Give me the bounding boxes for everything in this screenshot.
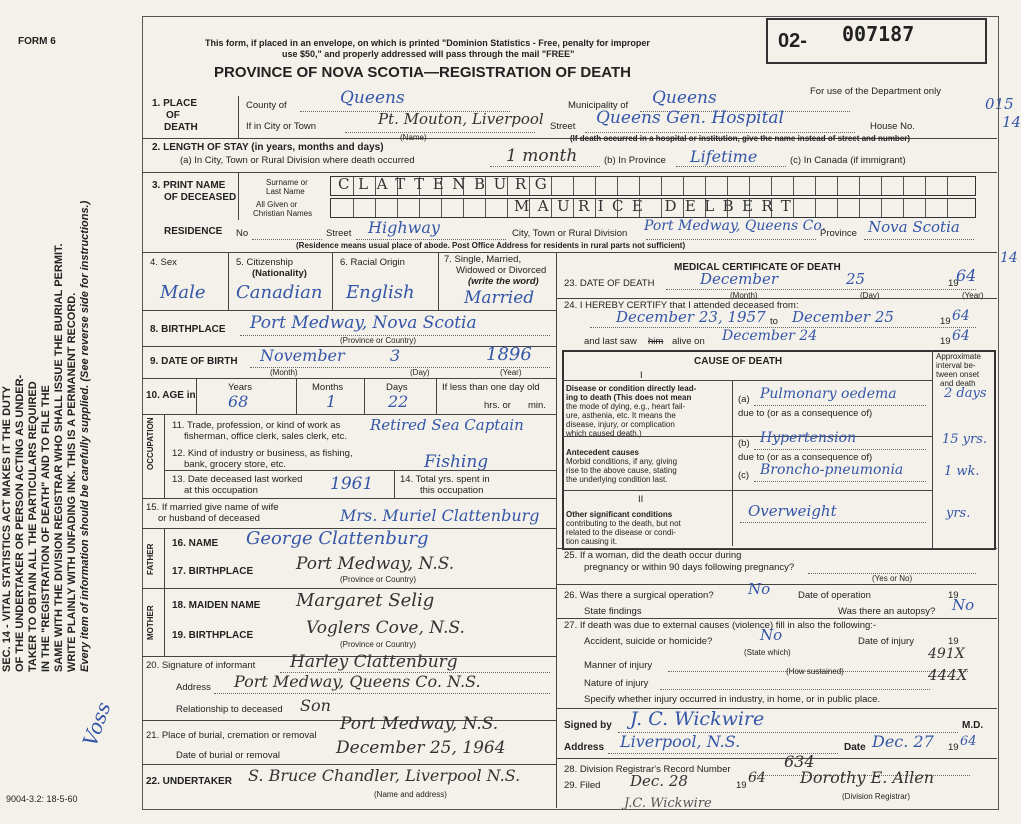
stay-c-label: (c) In Canada (if immigrant)	[790, 155, 906, 166]
residence-city: Port Medway, Queens Co.	[644, 218, 826, 234]
mother-side-label: MOTHER	[146, 605, 155, 640]
given-label: All Given or	[256, 200, 298, 209]
undertaker-value: S. Bruce Chandler, Liverpool N.S.	[248, 766, 521, 785]
divider	[164, 528, 165, 588]
margin-code-1: 015	[985, 95, 1014, 113]
county-value: Queens	[340, 88, 405, 108]
q14-label-1: 14. Total yrs. spent in	[400, 474, 490, 485]
cause-b-label: (b)	[738, 438, 750, 449]
age-years-label: Years	[228, 382, 252, 393]
spouse-value: Mrs. Muriel Clattenburg	[340, 506, 540, 525]
given-label-2: Christian Names	[253, 209, 313, 218]
side-text-3: TAKER TO OBTAIN ALL THE PARTICULARS REQUIRED	[27, 381, 39, 672]
side-text-7: Every item of information should be carefully supplied. (See reverse side for instructions.)	[79, 200, 91, 672]
side-instructions	[1, 112, 101, 672]
autopsy-value: No	[952, 596, 975, 614]
divider	[164, 414, 165, 498]
municipality-value: Queens	[652, 88, 717, 108]
surname-label-2: Last Name	[266, 187, 305, 196]
divider	[438, 252, 439, 310]
state-caption: (State which)	[744, 648, 791, 657]
surname-value: CLATTENBURG	[338, 175, 556, 193]
stay-a-value: 1 month	[506, 146, 578, 166]
divider	[238, 96, 239, 138]
surgery-label: 26. Was there a surgical operation?	[564, 590, 714, 601]
disease-1: Disease or condition directly lead-	[566, 384, 697, 393]
cause-a: Pulmonary oedema	[760, 386, 897, 402]
marital-value: Married	[464, 288, 535, 308]
divider	[394, 470, 395, 498]
dob-month: November	[260, 346, 345, 365]
father-bp-label: 17. BIRTHPLACE	[172, 566, 254, 577]
residence-street: Highway	[368, 218, 440, 237]
last-year-prefix: 19	[940, 336, 951, 347]
undertaker-caption: (Name and address)	[374, 790, 447, 799]
side-text-6: WRITE PLAINLY WITH UNFADING INK. THIS IS A PERMANENT RECORD.	[66, 292, 78, 672]
dob-year: 1896	[486, 344, 532, 365]
filed-value: Dec. 28	[630, 772, 688, 790]
cause-title: CAUSE OF DEATH	[694, 356, 783, 367]
divider	[364, 378, 365, 414]
specify-text: Specify whether injury occurred in industry, in home, or in public place.	[584, 694, 881, 705]
filed-label: 29. Filed	[564, 780, 601, 791]
stay-label: 2. LENGTH OF STAY (in years, months and days)	[152, 142, 384, 153]
given-value: MAURICE DELBERT	[514, 197, 800, 215]
q11-label-1: 11. Trade, profession, or kind of work as	[172, 420, 341, 431]
racial-value: English	[346, 282, 415, 303]
divider	[142, 310, 556, 311]
margin-code-2: 14	[1002, 113, 1021, 131]
hospital-note: (If death occurred in a hospital or institution, give the name instead of street and number)	[570, 134, 911, 143]
q12-label-2: bank, grocery store, etc.	[184, 459, 286, 470]
other-4: tion causing it.	[566, 537, 618, 546]
divider	[556, 758, 997, 759]
divider	[142, 172, 997, 173]
antecedent-2: Morbid conditions, if any, giving	[566, 457, 678, 466]
operation-date-label: Date of operation	[798, 590, 871, 601]
external-label: 27. If death was due to external causes (violence) fill in also the following:-	[564, 620, 877, 631]
operation-date-prefix: 19	[948, 590, 959, 601]
dob-day: 3	[390, 346, 401, 365]
other-value: Overweight	[748, 502, 837, 520]
dod-month-caption: (Month)	[730, 291, 758, 300]
birthplace-caption: (Province or Country)	[340, 336, 417, 345]
father-name-label: 16. NAME	[172, 538, 219, 549]
divider	[196, 378, 197, 414]
divider	[556, 252, 557, 808]
q12-value: Fishing	[424, 452, 489, 472]
line	[356, 239, 506, 240]
birthplace-value: Port Medway, Nova Scotia	[250, 313, 477, 333]
margin-code-3: 14	[1000, 250, 1018, 266]
informant-address-label: Address	[176, 682, 211, 693]
place-label-2: OF	[166, 110, 180, 121]
other-3: related to the disease or condi-	[566, 528, 676, 537]
burial-date: December 25, 1964	[336, 738, 506, 758]
sig-address-label: Address	[564, 742, 605, 753]
accident-value: No	[760, 626, 783, 644]
other-interval: yrs.	[946, 506, 971, 521]
reg-number: 007187	[842, 22, 915, 46]
stay-b-value: Lifetime	[690, 147, 758, 166]
dept-use-label: For use of the Department only	[810, 86, 941, 97]
mother-bp-label: 19. BIRTHPLACE	[172, 630, 254, 641]
divider	[562, 436, 932, 437]
line	[585, 132, 855, 133]
interval-label-3: tween onset	[936, 370, 980, 379]
last-seen-label: and last saw	[584, 336, 637, 347]
dob-year-caption: (Year)	[500, 368, 522, 377]
dod-label: 23. DATE OF DEATH	[564, 278, 655, 289]
divider	[556, 618, 997, 619]
registrar-caption: (Division Registrar)	[842, 792, 911, 801]
nature-code: 444X	[928, 666, 968, 684]
dod-month: December	[700, 270, 779, 288]
residence-note: (Residence means usual place of abode. Post Office Address for residents in rural parts not sufficient)	[296, 241, 686, 250]
injury-date-prefix: 19	[948, 636, 959, 647]
alive-on-label: alive on	[672, 336, 705, 347]
to-year-prefix: 19	[940, 316, 951, 327]
informant-sig: Harley Clattenburg	[290, 652, 458, 672]
dod-year: 64	[956, 266, 977, 285]
divider	[436, 378, 437, 414]
divider	[164, 588, 165, 656]
last-year: 64	[952, 328, 970, 344]
signed-value: J. C. Wickwire	[630, 708, 765, 730]
other-2: contributing to the death, but not	[566, 519, 681, 528]
cause-c-interval: 1 wk.	[944, 464, 980, 479]
cause-c: Broncho-pneumonia	[760, 462, 904, 478]
age-years: 68	[228, 392, 249, 411]
divider	[296, 378, 297, 414]
interval-label-4: and death	[940, 379, 976, 388]
residence-province-label: Province	[820, 228, 857, 239]
city-value: Pt. Mouton, Liverpool	[378, 110, 544, 128]
antecedent-4: the underlying condition last.	[566, 475, 668, 484]
line	[490, 166, 600, 167]
certify-to-label: to	[770, 316, 778, 327]
registrar-signature: Dorothy E. Allen	[800, 768, 935, 787]
father-side-label: FATHER	[146, 543, 155, 575]
md-label: M.D.	[962, 720, 984, 731]
divider	[556, 708, 997, 709]
residence-label: RESIDENCE	[164, 226, 223, 237]
q11-value: Retired Sea Captain	[370, 416, 524, 434]
sig-date-prefix: 19	[948, 742, 959, 753]
certify-from: December 23, 1957	[616, 308, 766, 326]
stamp-name: J.C. Wickwire	[624, 796, 712, 811]
record-number: 634	[784, 752, 815, 771]
age-days-label: Days	[386, 382, 408, 393]
burial-place: Port Medway, N.S.	[340, 714, 499, 734]
line	[754, 405, 926, 406]
residence-no-label: No	[236, 228, 249, 239]
medical-title: MEDICAL CERTIFICATE OF DEATH	[674, 262, 841, 273]
signed-label: Signed by	[564, 720, 612, 731]
sex-label: 4. Sex	[150, 257, 177, 268]
record-label: 28. Division Registrar's Record Number	[564, 764, 731, 775]
house-label: House No.	[870, 121, 915, 132]
line	[660, 689, 930, 690]
informant-rel: Son	[300, 696, 331, 715]
disease-3: the mode of dying, e.g., heart fail-	[566, 402, 686, 411]
divider	[556, 584, 997, 585]
side-text-5: SAME WITH THE DIVISION REGISTRAR WHO SHALL ISSUE THE BURIAL PERMIT.	[53, 243, 65, 672]
street-value: Queens Gen. Hospital	[596, 108, 784, 128]
autopsy-label: Was there an autopsy?	[838, 606, 936, 617]
divider	[932, 350, 933, 548]
line	[676, 166, 786, 167]
surgery-value: No	[748, 580, 771, 598]
divider	[164, 470, 556, 471]
municipality-label: Municipality of	[568, 100, 629, 111]
disease-4: ure, asthenia, etc. It means the	[566, 411, 676, 420]
dob-month-caption: (Month)	[270, 368, 298, 377]
woman-label-2: pregnancy or within 90 days following pregnancy?	[584, 562, 795, 573]
residence-province: Nova Scotia	[868, 218, 960, 236]
line	[666, 289, 976, 290]
findings-label: State findings	[584, 606, 642, 617]
last-seen-date: December 24	[722, 328, 818, 344]
street-label: Street	[550, 121, 576, 132]
line	[864, 239, 974, 240]
q13-label-2: at this occupation	[184, 485, 258, 496]
to-year: 64	[952, 308, 970, 324]
antecedent-3: rise to the above cause, stating	[566, 466, 677, 475]
marital-label-2: Widowed or Divorced	[456, 265, 547, 276]
place-label: 1. PLACE	[152, 98, 198, 109]
informant-rel-label: Relationship to deceased	[176, 704, 283, 715]
woman-label: 25. If a woman, did the death occur during	[564, 550, 742, 561]
father-bp: Port Medway, N.S.	[296, 554, 455, 574]
cause-b: Hypertension	[760, 430, 857, 446]
age-label: 10. AGE in	[146, 390, 196, 401]
name-label: 3. PRINT NAME	[152, 180, 226, 191]
residence-city-label: City, Town or Rural Division	[512, 228, 628, 239]
dob-day-caption: (Day)	[410, 368, 430, 377]
age-months: 1	[326, 392, 337, 411]
citizenship-value: Canadian	[236, 282, 323, 303]
undertaker-label: 22. UNDERTAKER	[146, 776, 232, 787]
mother-maiden: Margaret Selig	[296, 590, 435, 611]
page-title: PROVINCE OF NOVA SCOTIA—REGISTRATION OF DEATH	[214, 64, 631, 81]
side-text-2: OF THE UNDERTAKER OR PERSON ACTING AS UNDER-	[14, 374, 26, 672]
name-label-2: OF DECEASED	[164, 192, 237, 203]
racial-label: 6. Racial Origin	[340, 257, 405, 268]
interval-label-1: Approximate	[936, 352, 981, 361]
divider	[142, 588, 556, 589]
nature-label: Nature of injury	[584, 678, 649, 689]
sig-date: Dec. 27	[872, 732, 934, 751]
disease-2: ing to death (This does not mean	[566, 393, 692, 402]
side-text-4: IN THE "REGISTRATION OF DEATH" AND TO FILE THE	[40, 385, 52, 672]
sex-value: Male	[160, 282, 206, 303]
dod-year-caption: (Year)	[962, 291, 984, 300]
father-bp-caption: (Province or Country)	[340, 575, 417, 584]
margin-initials: Voss	[77, 698, 116, 750]
surname-label: Surname or	[266, 178, 308, 187]
divider	[556, 298, 997, 299]
line	[252, 239, 322, 240]
dob-label: 9. DATE OF BIRTH	[150, 356, 238, 367]
place-label-3: DEATH	[164, 122, 198, 133]
mother-bp-caption: (Province or Country)	[340, 640, 417, 649]
reg-number-box	[766, 18, 987, 64]
divider	[238, 172, 239, 220]
age-days: 22	[388, 392, 409, 411]
cause-part-1: I	[640, 370, 643, 381]
name-caption: (Name)	[400, 133, 427, 142]
manner-code: 491X	[928, 646, 965, 662]
burial-place-label: 21. Place of burial, cremation or removal	[146, 730, 317, 741]
spouse-label: 15. If married give name of wife	[146, 502, 279, 513]
mother-maiden-label: 18. MAIDEN NAME	[172, 600, 261, 611]
citizenship-label: 5. Citizenship	[236, 257, 294, 268]
woman-caption: (Yes or No)	[872, 574, 913, 583]
citizenship-label-2: (Nationality)	[252, 268, 307, 279]
divider	[732, 380, 733, 546]
father-name: George Clattenburg	[246, 528, 429, 549]
age-min-label: min.	[528, 400, 546, 411]
divider	[142, 414, 556, 415]
cause-c-label: (c)	[738, 470, 750, 481]
marital-label: 7. Single, Married,	[444, 254, 522, 265]
line	[214, 693, 550, 694]
divider	[332, 252, 333, 310]
mother-bp: Voglers Cove, N.S.	[306, 618, 465, 638]
other-1: Other significant conditions	[566, 510, 673, 519]
form-id: FORM 6	[18, 36, 56, 47]
antecedent-1: Antecedent causes	[566, 448, 639, 457]
occupation-side-label: OCCUPATION	[146, 417, 155, 470]
marital-label-3: (write the word)	[468, 276, 539, 287]
reg-number-prefix: 02-	[778, 30, 807, 52]
stay-b-label: (b) In Province	[604, 155, 666, 166]
side-text-1: SEC. 14 - VITAL STATISTICS ACT MAKES IT THE DUTY	[1, 385, 13, 672]
interval-label-2: interval be-	[936, 361, 976, 370]
informant-sig-label: 20. Signature of informant	[146, 660, 256, 671]
cause-a-label: (a)	[738, 394, 750, 405]
q12-label-1: 12. Kind of industry or business, as fishing,	[172, 448, 353, 459]
accident-label: Accident, suicide or homicide?	[584, 636, 713, 647]
cause-part-2: II	[638, 494, 644, 505]
certify-label: 24. I HEREBY CERTIFY that I attended deceased from:	[564, 300, 799, 311]
divider	[142, 764, 556, 765]
sig-date-label: Date	[844, 742, 866, 753]
mailing-note-1: This form, if placed in an envelope, on which is printed "Dominion Statistics - Free, penalty for improper	[205, 38, 650, 48]
spouse-label-2: or husband of deceased	[158, 513, 260, 524]
q13-label-1: 13. Date deceased last worked	[172, 474, 303, 485]
age-hrs-label: hrs. or	[484, 400, 511, 411]
residence-street-label: Street	[326, 228, 352, 239]
county-label: County of	[246, 100, 287, 111]
filed-prefix: 19	[736, 780, 747, 791]
injury-date-label: Date of injury	[858, 636, 914, 647]
dod-year-prefix: 19	[948, 278, 959, 289]
divider	[562, 380, 932, 381]
divider	[142, 252, 997, 253]
dod-day-caption: (Day)	[860, 291, 880, 300]
sig-date-year: 64	[960, 734, 977, 749]
city-label: If in City or Town	[246, 121, 317, 132]
divider	[562, 490, 932, 491]
disease-6: which caused death.)	[566, 429, 642, 438]
divider	[142, 378, 556, 379]
dod-day: 25	[846, 270, 866, 288]
line	[754, 481, 926, 482]
sig-address: Liverpool, N.S.	[620, 732, 741, 751]
certify-to: December 25	[792, 308, 894, 326]
birthplace-label: 8. BIRTHPLACE	[150, 324, 226, 335]
q14-label-2: this occupation	[420, 485, 484, 496]
filed-year: 64	[748, 770, 766, 786]
footer-code: 9004-3.2: 18-5-60	[6, 794, 78, 804]
due-to-1: due to (or as a consequence of)	[738, 408, 873, 419]
last-seen-struck: him	[648, 336, 664, 347]
line	[740, 522, 926, 523]
q13-value: 1961	[330, 474, 374, 494]
disease-5: disease, injury, or complication	[566, 420, 675, 429]
age-months-label: Months	[312, 382, 344, 393]
stay-a-label: (a) In City, Town or Rural Division where death occurred	[180, 155, 415, 166]
line	[754, 449, 926, 450]
sustained-caption: (How sustained)	[786, 667, 844, 676]
q11-label-2: fisherman, office clerk, sales clerk, etc.	[184, 431, 347, 442]
cause-a-interval: 2 days	[944, 386, 987, 401]
manner-label: Manner of injury	[584, 660, 653, 671]
divider	[228, 252, 229, 310]
line	[646, 239, 816, 240]
divider	[142, 498, 556, 499]
mailing-note-2: use $50," and properly addressed will pass through the mail "FREE"	[282, 49, 575, 59]
due-to-2: due to (or as a consequence of)	[738, 452, 873, 463]
divider	[556, 548, 997, 549]
age-lt-label: If less than one day old	[442, 382, 540, 393]
informant-address: Port Medway, Queens Co. N.S.	[234, 672, 481, 691]
line	[345, 132, 535, 133]
burial-date-label: Date of burial or removal	[176, 750, 281, 761]
cause-b-interval: 15 yrs.	[942, 432, 988, 447]
